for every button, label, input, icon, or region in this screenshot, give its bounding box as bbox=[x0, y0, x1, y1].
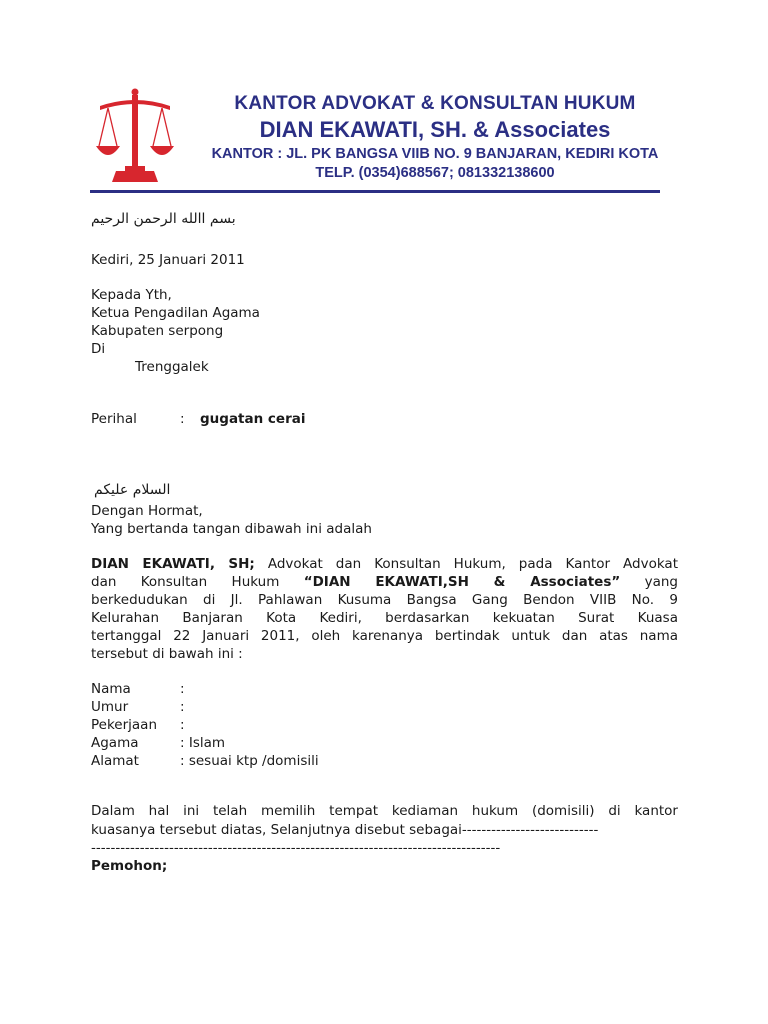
firm-type: KANTOR ADVOKAT & KONSULTAN HUKUM bbox=[234, 93, 636, 114]
recipient-line-2: Ketua Pengadilan Agama bbox=[91, 305, 260, 321]
letterhead-divider bbox=[90, 190, 660, 193]
body1-line-4: Kelurahan Banjaran Kota Kediri, berdasarkan kekuatan Surat Kuasa bbox=[91, 610, 678, 626]
body2-line-3: ------------------------------------------------------------------------------------ bbox=[91, 840, 501, 856]
date-line: Kediri, 25 Januari 2011 bbox=[91, 252, 245, 268]
subject-colon: : bbox=[180, 411, 185, 427]
body2-line-1: Dalam hal ini telah memilih tempat kediaman hukum (domisili) di kantor bbox=[91, 803, 678, 819]
scales-of-justice-icon bbox=[96, 86, 174, 186]
petitioner-label: Pemohon; bbox=[91, 858, 168, 874]
subject-value: gugatan cerai bbox=[200, 411, 306, 427]
advocate-name: DIAN EKAWATI, SH; bbox=[91, 556, 255, 572]
body1-line-2-post: yang bbox=[620, 574, 678, 590]
identity-label-occupation: Pekerjaan bbox=[91, 717, 158, 733]
identity-value-age: : bbox=[180, 699, 185, 715]
letterhead bbox=[90, 86, 660, 196]
recipient-line-1: Kepada Yth, bbox=[91, 287, 172, 303]
identity-label-address: Alamat bbox=[91, 753, 139, 769]
greeting-line-2: Yang bertanda tangan dibawah ini adalah bbox=[91, 521, 372, 537]
identity-label-age: Umur bbox=[91, 699, 129, 715]
firm-address: KANTOR : JL. PK BANGSA VIIB NO. 9 BANJARAN, KEDIRI KOTA bbox=[211, 146, 659, 162]
identity-value-address: : sesuai ktp /domisili bbox=[180, 753, 319, 769]
recipient-line-4: Di bbox=[91, 341, 106, 357]
body1-line-5: tertanggal 22 Januari 2011, oleh karenanya bertindak untuk dan atas nama bbox=[91, 628, 678, 644]
recipient-line-5: Trenggalek bbox=[135, 359, 209, 375]
firm-phone: TELP. (0354)688567; 081332138600 bbox=[315, 165, 555, 181]
body1-line-1 bbox=[91, 556, 678, 574]
identity-value-name: : bbox=[180, 681, 185, 697]
firm-name-quoted: “DIAN EKAWATI,SH & Associates” bbox=[303, 574, 621, 590]
letterhead-text bbox=[200, 92, 670, 183]
body1-line-3: berkedudukan di Jl. Pahlawan Kusuma Bangsa Gang Bendon VIIB No. 9 bbox=[91, 592, 678, 608]
body1-line-2 bbox=[91, 574, 678, 592]
body1-line-6: tersebut di bawah ini : bbox=[91, 646, 243, 662]
firm-name: DIAN EKAWATI, SH. & Associates bbox=[259, 117, 611, 142]
greeting-line-1: Dengan Hormat, bbox=[91, 503, 203, 519]
subject-label: Perihal bbox=[91, 411, 137, 427]
identity-value-occupation: : bbox=[180, 717, 185, 733]
identity-label-religion: Agama bbox=[91, 735, 139, 751]
body2-line-2: kuasanya tersebut diatas, Selanjutnya disebut sebagai---------------------------- bbox=[91, 822, 599, 838]
salam: السلام عليكم bbox=[94, 482, 171, 498]
body1-line-2-pre: dan Konsultan Hukum bbox=[91, 574, 304, 590]
identity-label-name: Nama bbox=[91, 681, 131, 697]
body1-line-1-rest: Advokat dan Konsultan Hukum, pada Kantor Advokat bbox=[254, 556, 678, 572]
recipient-line-3: Kabupaten serpong bbox=[91, 323, 224, 339]
identity-value-religion: : Islam bbox=[180, 735, 226, 751]
basmalah: بسم االله الرحمن الرحيم bbox=[91, 211, 236, 227]
